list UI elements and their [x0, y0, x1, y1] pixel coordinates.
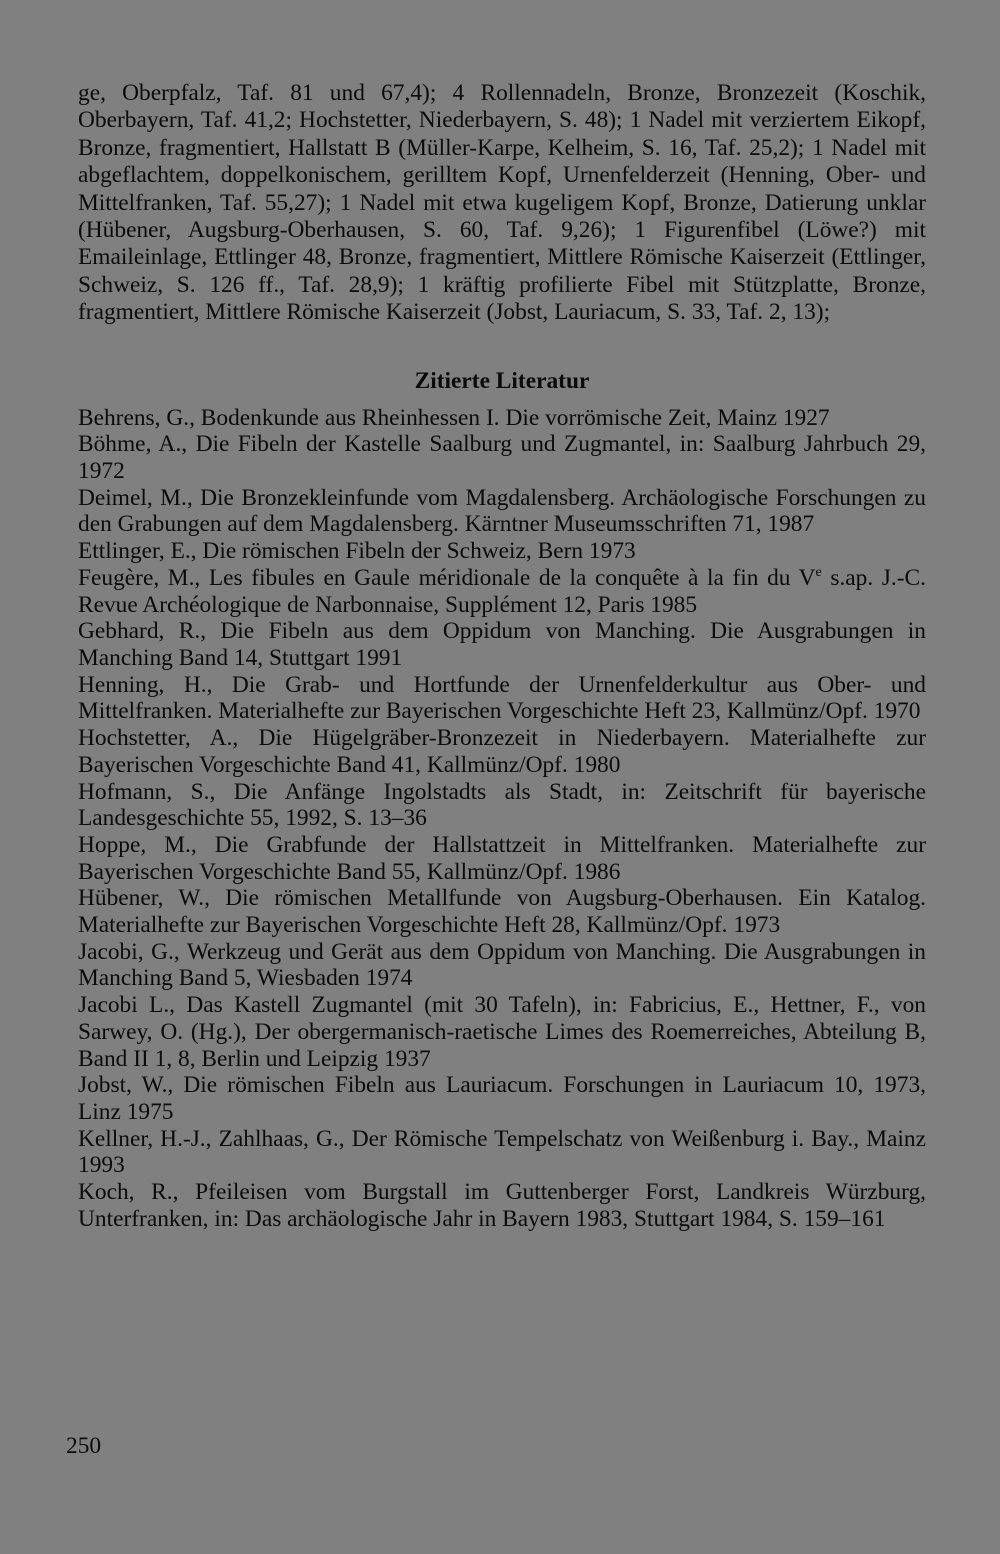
reference-item: Böhme, A., Die Fibeln der Kastelle Saalburg und Zugmantel, in: Saalburg Jahrbuch 29, 1972	[78, 431, 926, 485]
reference-item: Henning, H., Die Grab- und Hortfunde der Urnenfelderkultur aus Ober- und Mittelfranken. Materialhefte zur Bayerischen Vorgeschichte Heft 23, Kallmünz/Opf. 1970	[78, 671, 926, 725]
reference-text: Feugère, M., Les fibules en Gaule méridionale de la conquête à la fin du V	[78, 564, 816, 591]
reference-text: s.ap. J.-C. Revue Archéologique de Narbonnaise, Supplément 12, Paris 1985	[78, 564, 926, 618]
page-content	[78, 80, 926, 1232]
intro-paragraph: ge, Oberpfalz, Taf. 81 und 67,4); 4 Rollennadeln, Bronze, Bronzezeit (Koschik, Oberbayern, Taf. 41,2; Hochstetter, Niederbayern, S. 48); 1 Nadel mit verziertem Eikopf, Bronze, fragmentiert, Hallstatt B (Müller-Karpe, Kelheim, S. 16, Taf. 25,2); 1 Nadel mit abgeflachtem, doppelkonischem, gerilltem Kopf, Urnenfelderzeit (Henning, Ober- und Mittelfranken, Taf. 55,27); 1 Nadel mit etwa kugeligem Kopf, Bronze, Datierung unklar (Hübener, Augsburg-Oberhausen, S. 60, Taf. 9,26); 1 Figurenfibel (Löwe?) mit Emaileinlage, Ettlinger 48, Bronze, fragmentiert, Mittlere Römische Kaiserzeit (Ettlinger, Schweiz, S. 126 ff., Taf. 28,9); 1 kräftig profilierte Fibel mit Stützplatte, Bronze, fragmentiert, Mittlere Römische Kaiserzeit (Jobst, Lauriacum, S. 33, Taf. 2, 13);	[78, 80, 926, 326]
reference-item: Jacobi, G., Werkzeug und Gerät aus dem Oppidum von Manching. Die Ausgrabungen in Manching Band 5, Wiesbaden 1974	[78, 938, 926, 992]
reference-item: Jobst, W., Die römischen Fibeln aus Lauriacum. Forschungen in Lauriacum 10, 1973, Linz 1975	[78, 1072, 926, 1125]
reference-item: Koch, R., Pfeileisen vom Burgstall im Guttenberger Forst, Landkreis Würzburg, Unterfranken, in: Das archäologische Jahr in Bayern 1983, Stuttgart 1984, S. 159–161	[78, 1179, 926, 1232]
reference-item: Gebhard, R., Die Fibeln aus dem Oppidum von Manching. Die Ausgrabungen in Manching Band 14, Stuttgart 1991	[78, 618, 926, 671]
reference-item: Deimel, M., Die Bronzekleinfunde vom Magdalensberg. Archäologische Forschungen zu den Grabungen auf dem Magdalensberg. Kärntner Museumsschriften 71, 1987	[78, 484, 926, 538]
reference-item: Jacobi L., Das Kastell Zugmantel (mit 30 Tafeln), in: Fabricius, E., Hettner, F., von Sarwey, O. (Hg.), Der obergermanisch-raetische Limes des Roemerreiches, Abteilung B, Band II 1, 8, Berlin und Leipzig 1937	[78, 992, 926, 1072]
superscript: e	[815, 564, 822, 580]
reference-item: Hübener, W., Die römischen Metallfunde von Augsburg-Oberhausen. Ein Katalog. Materialhefte zur Bayerischen Vorgeschichte Heft 28, Kallmünz/Opf. 1973	[78, 885, 926, 939]
reference-item: Hoppe, M., Die Grabfunde der Hallstattzeit in Mittelfranken. Materialhefte zur Bayerischen Vorgeschichte Band 55, Kallmünz/Opf. 1986	[78, 831, 926, 885]
reference-item: Hofmann, S., Die Anfänge Ingolstadts als Stadt, in: Zeitschrift für bayerische Landesgeschichte 55, 1992, S. 13–36	[78, 778, 926, 832]
reference-item: Kellner, H.-J., Zahlhaas, G., Der Römische Tempelschatz von Weißenburg i. Bay., Mainz 1993	[78, 1125, 926, 1179]
section-heading: Zitierte Literatur	[414, 367, 590, 394]
page-number: 250	[66, 1433, 102, 1459]
reference-list	[78, 405, 926, 1233]
reference-item: Behrens, G., Bodenkunde aus Rheinhessen I. Die vorrömische Zeit, Mainz 1927	[78, 404, 830, 431]
reference-item	[78, 565, 926, 618]
reference-item: Hochstetter, A., Die Hügelgräber-Bronzezeit in Niederbayern. Materialhefte zur Bayerischen Vorgeschichte Band 41, Kallmünz/Opf. 1980	[78, 725, 926, 778]
reference-item: Ettlinger, E., Die römischen Fibeln der Schweiz, Bern 1973	[78, 538, 636, 565]
